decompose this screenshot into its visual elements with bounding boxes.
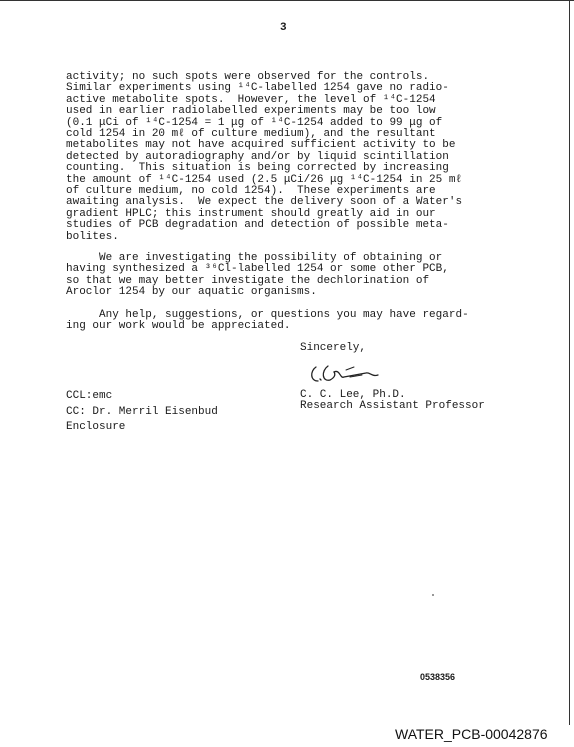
document-stamp-number: 0538356 xyxy=(420,672,456,682)
scan-speck xyxy=(432,594,434,596)
body-paragraph-chlorine-label: We are investigating the possibility of obtaining or having synthesized a ³⁶Cl-labelled 1254 or some other PCB, so that we may better investigate the dechlorination of Aroclor 1254 by our aquatic organisms. xyxy=(66,252,449,299)
signer-title: Research Assistant Professor xyxy=(300,400,485,412)
page-number: 3 xyxy=(280,22,287,34)
body-paragraph-results: activity; no such spots were observed for the controls. Similar experiments using ¹⁴C-labelled 1254 gave no radio- active metabolite spots. However, the level of ¹⁴C-1254 used in earlier radiolabelled experiments may be too low (0.1 μCi of ¹⁴C-1254 = 1 μg of ¹⁴C-1254 added to 99 μg of cold 1254 in 20 mℓ of culture medium), and the resultant metabolites may not have acquired sufficient activity to be detected by autoradiography and/or by liquid scintillation counting. This situation is being corrected by increasing the amount of ¹⁴C-1254 used (2.5 μCi/26 μg ¹⁴C-1254 in 25 mℓ of culture medium, no cold 1254). These experiments are awaiting analysis. We expect the delivery soon of a Water's gradient HPLC; this instrument should greatly aid in our studies of PCB degradation and detection of possible meta- bolites. xyxy=(66,71,463,243)
page-right-edge xyxy=(569,0,570,725)
enclosure-line: Enclosure xyxy=(66,421,126,433)
typist-initials: CCL:emc xyxy=(66,390,113,402)
letter-closing: Sincerely, xyxy=(300,342,367,354)
carbon-copy-line: CC: Dr. Merril Eisenbud xyxy=(66,406,218,418)
handwritten-signature xyxy=(306,357,386,389)
bates-number: WATER_PCB-00042876 xyxy=(395,726,548,742)
body-paragraph-request: Any help, suggestions, or questions you may have regard- ing our work would be appreciated. xyxy=(66,309,469,333)
page-top-edge xyxy=(0,0,574,1)
signer-name: C. C. Lee, Ph.D. xyxy=(300,389,406,401)
